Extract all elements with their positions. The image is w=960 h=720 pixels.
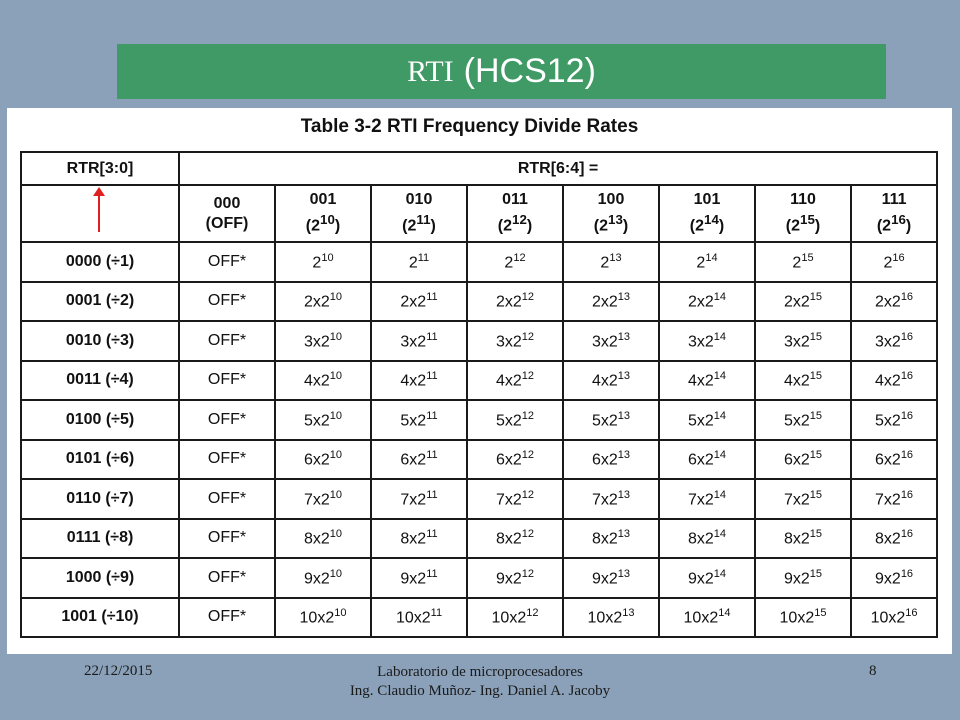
- rate-exponent: 10: [329, 291, 343, 304]
- rate-cell: [755, 440, 851, 480]
- rate-cell: [371, 400, 467, 440]
- rate-cell: [563, 321, 659, 361]
- rate-cell: [851, 282, 937, 322]
- rate-exponent: 10: [321, 251, 334, 264]
- rate-exponent: 14: [713, 330, 727, 343]
- rate-cell: [467, 519, 563, 559]
- rate-exponent: 15: [809, 567, 823, 580]
- table-caption: Table 3-2 RTI Frequency Divide Rates: [300, 116, 639, 137]
- rate-base: 6x2: [400, 451, 427, 469]
- rate-cell: [851, 519, 937, 559]
- off-cell: OFF*: [179, 242, 275, 282]
- rate-exponent: 10: [334, 607, 347, 620]
- rate-exponent: 11: [417, 251, 430, 264]
- rate-cell: [755, 282, 851, 322]
- table-row: [21, 598, 937, 638]
- table-row: [21, 242, 937, 282]
- rate-base: 3x2: [303, 332, 330, 350]
- rate-exponent: 10: [329, 488, 343, 501]
- rate-base: 4x2: [783, 372, 810, 390]
- rate-base: 9x2: [687, 569, 714, 587]
- rate-cell: [659, 519, 755, 559]
- rate-cell: [371, 440, 467, 480]
- rate-base: 6x2: [591, 451, 618, 469]
- rate-cell: [467, 558, 563, 598]
- rate-cell: [467, 282, 563, 322]
- rate-exponent: 13: [617, 449, 631, 462]
- rate-cell: [275, 440, 371, 480]
- rate-cell: [275, 361, 371, 401]
- rate-exponent: 15: [809, 291, 823, 304]
- rate-base: 5x2: [875, 411, 901, 429]
- rate-exponent: 13: [622, 607, 635, 620]
- rate-cell: [755, 519, 851, 559]
- column-code: 111: [881, 191, 907, 209]
- rate-exponent: 12: [521, 370, 535, 383]
- rate-exponent: 12: [521, 567, 535, 580]
- rate-exponent: 10: [329, 567, 343, 580]
- rate-base: 3x2: [400, 332, 427, 350]
- slide-title-part2: (HCS12): [463, 52, 596, 90]
- arrow-cell: [21, 185, 179, 242]
- column-code: 001: [309, 191, 337, 209]
- slide-title: [117, 44, 886, 99]
- column-code: 010: [405, 191, 433, 209]
- column-code: 000: [213, 194, 241, 212]
- rate-base: 2: [696, 253, 706, 271]
- rate-exponent: 11: [426, 370, 438, 383]
- footer-credits: [330, 663, 630, 720]
- rate-base: 10x2: [779, 609, 815, 627]
- rate-base: 8x2: [783, 530, 810, 548]
- column-header: [755, 185, 851, 242]
- table-row: [21, 361, 937, 401]
- rate-exponent: 14: [713, 370, 727, 383]
- table-row: [21, 282, 937, 322]
- rate-exponent: 12: [521, 330, 535, 343]
- off-cell: OFF*: [179, 519, 275, 559]
- header-rtr-low: RTR[3:0]: [21, 152, 179, 185]
- row-label: 0110 (÷7): [21, 479, 179, 519]
- column-rate: $(2^{11})$: [402, 212, 436, 235]
- off-cell: OFF*: [179, 598, 275, 638]
- rate-base: 2: [408, 253, 418, 271]
- rate-base: 8x2: [591, 530, 618, 548]
- rate-exponent: 10: [329, 449, 343, 462]
- rate-exponent: 11: [426, 291, 438, 304]
- rate-cell: [371, 598, 467, 638]
- rate-base: 4x2: [400, 372, 427, 390]
- rate-base: 2x2: [783, 293, 810, 311]
- rate-cell: [275, 479, 371, 519]
- column-rate: (OFF): [205, 214, 249, 232]
- rate-exponent: 15: [814, 607, 827, 620]
- rate-exponent: 15: [809, 449, 823, 462]
- rate-base: 2x2: [591, 293, 618, 311]
- off-cell: OFF*: [179, 400, 275, 440]
- rate-exponent: 10: [329, 330, 343, 343]
- rate-cell: [275, 242, 371, 282]
- row-label: 0001 (÷2): [21, 282, 179, 322]
- off-cell: OFF*: [179, 361, 275, 401]
- column-code: 011: [502, 191, 528, 209]
- table-row: [21, 558, 937, 598]
- rate-cell: [851, 440, 937, 480]
- column-rate: $(2^{14})$: [689, 212, 725, 235]
- rate-base: 6x2: [875, 451, 901, 469]
- rate-base: 4x2: [875, 372, 901, 390]
- red-arrow-up-icon: [87, 186, 111, 236]
- column-rate: $(2^{12})$: [497, 212, 533, 235]
- rate-exponent: 12: [521, 291, 535, 304]
- rate-exponent: 11: [426, 409, 438, 422]
- rate-exponent: 10: [329, 528, 343, 541]
- rate-exponent: 16: [900, 567, 914, 580]
- rate-base: 9x2: [875, 569, 901, 587]
- rate-base: 5x2: [591, 411, 618, 429]
- row-label: 0011 (÷4): [21, 361, 179, 401]
- rate-exponent: 14: [713, 528, 727, 541]
- rate-cell: [371, 558, 467, 598]
- rate-cell: [563, 361, 659, 401]
- rate-cell: [851, 479, 937, 519]
- rate-base: 10x2: [491, 609, 527, 627]
- rate-exponent: 14: [713, 567, 727, 580]
- column-code: 101: [693, 191, 721, 209]
- rate-base: 5x2: [495, 411, 522, 429]
- column-header: [563, 185, 659, 242]
- table-row: [21, 400, 937, 440]
- rate-cell: [467, 598, 563, 638]
- rate-exponent: 16: [900, 449, 914, 462]
- rate-cell: [659, 598, 755, 638]
- rate-cell: [659, 558, 755, 598]
- column-rate: $(2^{16})$: [876, 212, 912, 235]
- rate-exponent: 10: [329, 370, 343, 383]
- rate-cell: [563, 558, 659, 598]
- off-cell: OFF*: [179, 479, 275, 519]
- rate-exponent: 16: [900, 291, 914, 304]
- rate-cell: [275, 519, 371, 559]
- rate-exponent: 13: [617, 409, 631, 422]
- rate-base: 4x2: [687, 372, 714, 390]
- column-rate: $(2^{15})$: [785, 212, 821, 235]
- rate-base: 5x2: [303, 411, 330, 429]
- rate-cell: [659, 282, 755, 322]
- rate-cell: [659, 479, 755, 519]
- rate-base: 10x2: [683, 609, 719, 627]
- rate-base: 4x2: [591, 372, 618, 390]
- rate-cell: [371, 361, 467, 401]
- rate-cell: [467, 242, 563, 282]
- rate-base: 2: [312, 253, 322, 271]
- rate-exponent: 11: [426, 567, 438, 580]
- row-label: 0100 (÷5): [21, 400, 179, 440]
- rate-base: 2x2: [495, 293, 522, 311]
- column-rate: $(2^{13})$: [593, 212, 629, 235]
- rate-exponent: 13: [617, 370, 631, 383]
- rate-base: 6x2: [495, 451, 522, 469]
- rate-cell: [275, 321, 371, 361]
- rate-base: 9x2: [400, 569, 427, 587]
- off-cell: OFF*: [179, 321, 275, 361]
- rate-cell: [755, 558, 851, 598]
- rate-base: 7x2: [875, 490, 901, 508]
- rate-cell: [659, 242, 755, 282]
- rate-cell: [851, 400, 937, 440]
- rate-exponent: 11: [430, 607, 443, 620]
- rate-exponent: 16: [892, 251, 905, 264]
- rate-cell: [755, 400, 851, 440]
- rate-base: 10x2: [587, 609, 623, 627]
- rate-base: 2: [883, 253, 893, 271]
- rate-base: 4x2: [495, 372, 522, 390]
- rate-exponent: 12: [513, 251, 526, 264]
- rate-base: 5x2: [687, 411, 714, 429]
- rate-cell: [851, 361, 937, 401]
- rate-cell: [563, 282, 659, 322]
- rate-exponent: 15: [801, 251, 814, 264]
- rate-cell: [851, 558, 937, 598]
- rate-exponent: 13: [617, 488, 631, 501]
- rate-exponent: 11: [426, 330, 438, 343]
- rate-cell: [467, 479, 563, 519]
- rate-exponent: 15: [809, 370, 823, 383]
- rate-base: 3x2: [687, 332, 714, 350]
- column-header: [275, 185, 371, 242]
- rate-exponent: 13: [617, 567, 631, 580]
- rate-exponent: 11: [426, 488, 438, 501]
- rate-exponent: 16: [905, 607, 918, 620]
- row-label: 0010 (÷3): [21, 321, 179, 361]
- rate-cell: [371, 242, 467, 282]
- rate-cell: [563, 400, 659, 440]
- rti-divide-rates-table: [20, 151, 938, 638]
- rate-base: 7x2: [303, 490, 330, 508]
- rate-exponent: 13: [609, 251, 622, 264]
- rate-exponent: 13: [617, 528, 631, 541]
- column-header: [371, 185, 467, 242]
- rate-cell: [563, 242, 659, 282]
- rate-base: 7x2: [400, 490, 427, 508]
- rate-exponent: 12: [521, 449, 535, 462]
- rate-base: 7x2: [687, 490, 714, 508]
- rate-base: 2x2: [875, 293, 901, 311]
- rate-cell: [563, 440, 659, 480]
- footer-course: Laboratorio de microprocesadores: [377, 664, 583, 680]
- rate-cell: [563, 598, 659, 638]
- rate-exponent: 12: [521, 409, 535, 422]
- rate-base: 6x2: [687, 451, 714, 469]
- header-rtr-high: RTR[6:4] =: [179, 152, 937, 185]
- rate-exponent: 16: [900, 488, 914, 501]
- footer-page-number: 8: [869, 663, 877, 679]
- rate-cell: [659, 400, 755, 440]
- rate-base: 10x2: [299, 609, 335, 627]
- rate-cell: [563, 519, 659, 559]
- column-code: 110: [790, 191, 816, 209]
- rate-exponent: 16: [900, 528, 914, 541]
- rate-cell: [275, 400, 371, 440]
- rate-exponent: 11: [426, 528, 438, 541]
- rate-cell: [467, 361, 563, 401]
- rate-exponent: 11: [426, 449, 438, 462]
- rate-exponent: 12: [521, 528, 535, 541]
- rate-cell: [659, 440, 755, 480]
- rate-base: 2x2: [400, 293, 427, 311]
- rate-base: 10x2: [870, 609, 906, 627]
- rate-exponent: 15: [809, 528, 823, 541]
- rate-cell: [563, 479, 659, 519]
- rate-base: 2x2: [687, 293, 714, 311]
- rate-exponent: 14: [713, 409, 727, 422]
- rate-cell: [275, 598, 371, 638]
- rate-exponent: 14: [705, 251, 718, 264]
- rate-cell: [467, 400, 563, 440]
- rate-exponent: 12: [521, 488, 535, 501]
- rate-cell: [371, 479, 467, 519]
- rate-exponent: 14: [713, 488, 727, 501]
- column-rate: $(2^{10})$: [305, 212, 341, 235]
- rate-base: 3x2: [495, 332, 522, 350]
- rate-base: 6x2: [303, 451, 330, 469]
- rate-exponent: 14: [713, 291, 727, 304]
- rate-base: 3x2: [875, 332, 901, 350]
- table-image-area: [7, 108, 952, 654]
- rate-exponent: 15: [809, 409, 823, 422]
- rate-base: 6x2: [783, 451, 810, 469]
- footer-authors: Ing. Claudio Muñoz- Ing. Daniel A. Jacoby: [349, 683, 611, 699]
- rate-cell: [371, 282, 467, 322]
- rate-cell: [755, 361, 851, 401]
- rate-cell: [275, 282, 371, 322]
- table-row: [21, 440, 937, 480]
- rate-exponent: 13: [617, 291, 631, 304]
- rate-base: 5x2: [783, 411, 810, 429]
- rate-exponent: 12: [526, 607, 539, 620]
- rate-base: 8x2: [400, 530, 427, 548]
- rate-base: 3x2: [591, 332, 618, 350]
- table-row: [21, 519, 937, 559]
- rate-base: 9x2: [783, 569, 810, 587]
- rate-exponent: 10: [329, 409, 343, 422]
- rate-cell: [755, 321, 851, 361]
- row-label: 1001 (÷10): [21, 598, 179, 638]
- rate-base: 3x2: [783, 332, 810, 350]
- rate-exponent: 15: [809, 330, 823, 343]
- rate-cell: [851, 321, 937, 361]
- rate-cell: [371, 321, 467, 361]
- off-cell: OFF*: [179, 558, 275, 598]
- rate-cell: [275, 558, 371, 598]
- rate-cell: [467, 440, 563, 480]
- rate-exponent: 16: [900, 370, 914, 383]
- column-header: [851, 185, 937, 242]
- table-row: [21, 479, 937, 519]
- rate-cell: [659, 361, 755, 401]
- rate-base: 9x2: [591, 569, 618, 587]
- off-cell: OFF*: [179, 440, 275, 480]
- rate-cell: [755, 479, 851, 519]
- rate-cell: [755, 242, 851, 282]
- slide-title-part1: RTI: [407, 54, 454, 88]
- rate-cell: [659, 321, 755, 361]
- rate-base: 2: [504, 253, 514, 271]
- rate-exponent: 13: [617, 330, 631, 343]
- rate-exponent: 16: [900, 330, 914, 343]
- rate-base: 8x2: [495, 530, 522, 548]
- rate-cell: [467, 321, 563, 361]
- rate-base: 7x2: [591, 490, 618, 508]
- rate-cell: [371, 519, 467, 559]
- rate-base: 10x2: [395, 609, 431, 627]
- row-label: 1000 (÷9): [21, 558, 179, 598]
- rate-base: 2x2: [303, 293, 330, 311]
- rate-exponent: 14: [713, 449, 727, 462]
- rate-base: 4x2: [303, 372, 330, 390]
- rate-base: 8x2: [875, 530, 901, 548]
- rate-base: 7x2: [495, 490, 522, 508]
- rate-base: 9x2: [495, 569, 522, 587]
- rate-exponent: 16: [900, 409, 914, 422]
- column-header: [467, 185, 563, 242]
- column-header: [179, 185, 275, 242]
- row-label: 0000 (÷1): [21, 242, 179, 282]
- off-cell: OFF*: [179, 282, 275, 322]
- rate-base: 9x2: [303, 569, 330, 587]
- rate-base: 2: [792, 253, 802, 271]
- rate-cell: [851, 598, 937, 638]
- rate-cell: [851, 242, 937, 282]
- footer-date: 22/12/2015: [84, 663, 153, 679]
- column-header: [659, 185, 755, 242]
- rate-base: 8x2: [303, 530, 330, 548]
- rate-base: 7x2: [783, 490, 810, 508]
- rate-exponent: 14: [718, 607, 731, 620]
- row-label: 0101 (÷6): [21, 440, 179, 480]
- rate-exponent: 15: [809, 488, 823, 501]
- table-row: [21, 321, 937, 361]
- row-label: 0111 (÷8): [21, 519, 179, 559]
- rate-base: 8x2: [687, 530, 714, 548]
- column-code: 100: [597, 191, 625, 209]
- rate-base: 5x2: [400, 411, 427, 429]
- rate-base: 2: [600, 253, 610, 271]
- rate-cell: [755, 598, 851, 638]
